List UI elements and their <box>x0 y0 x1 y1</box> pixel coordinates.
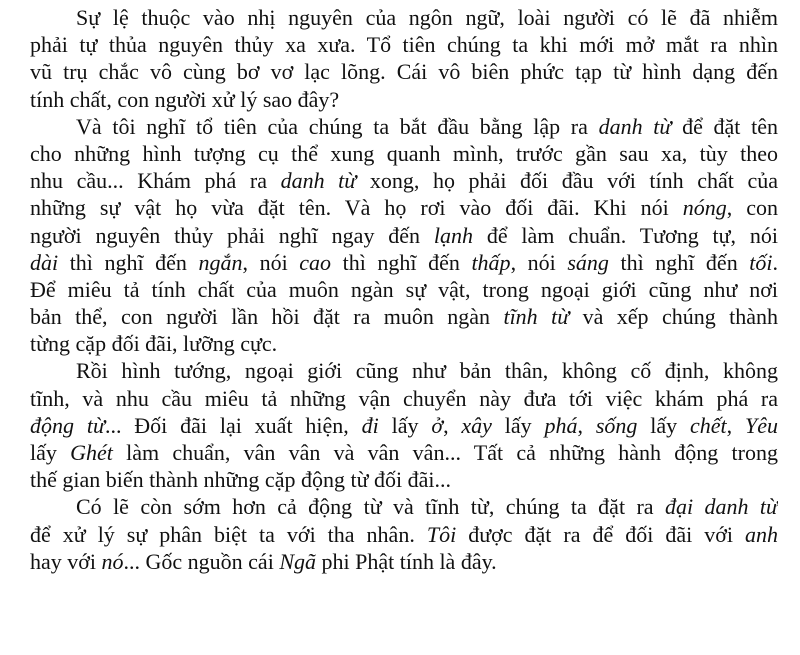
text-run: để xử lý sự phân biệt ta với tha nhân. <box>30 521 427 547</box>
italic-text: thấp <box>471 249 511 275</box>
text-line <box>30 412 778 439</box>
text-line <box>30 548 778 575</box>
text-run: , <box>443 412 462 438</box>
italic-text: anh <box>745 521 778 547</box>
text-run: được đặt ra để đối đãi với <box>456 521 745 547</box>
text-run: người nguyên thủy phải nghĩ ngay đến <box>30 222 434 248</box>
text-line <box>30 58 778 85</box>
text-run: làm chuẩn, vân vân và vân vân... Tất cả những hành động trong <box>112 440 778 465</box>
italic-text: nó <box>101 548 124 574</box>
paragraph <box>30 357 778 493</box>
text-run: , nói <box>242 249 300 275</box>
italic-text: Yêu <box>744 412 778 438</box>
text-run: những sự vật họ vừa đặt tên. Và họ rơi vào đối đãi. Khi nói <box>30 195 683 221</box>
italic-text: ngắn <box>198 249 243 275</box>
italic-text: danh từ <box>598 113 672 139</box>
italic-text: lạnh <box>433 222 473 248</box>
italic-text: cao <box>299 249 332 275</box>
text-line <box>30 4 778 31</box>
paragraph <box>30 493 778 575</box>
document-page <box>30 4 778 575</box>
italic-text: danh từ <box>280 168 357 194</box>
text-line <box>30 521 778 548</box>
text-run: phi Phật tính là đây. <box>316 548 497 574</box>
text-line <box>30 222 778 249</box>
paragraph <box>30 113 778 358</box>
text-run: , nói <box>510 249 568 275</box>
text-run: Rồi hình tướng, ngoại giới cũng như bản thân, không cố định, không <box>76 358 778 384</box>
text-run: hay với <box>30 548 102 574</box>
italic-text: động từ <box>30 412 105 438</box>
text-line <box>30 357 778 384</box>
text-line <box>30 276 778 303</box>
text-run: bản thể, con người lần hồi đặt ra muôn ngàn <box>30 304 504 330</box>
text-run: thì nghĩ đến <box>608 249 750 275</box>
italic-text: dài <box>30 249 59 275</box>
text-line <box>30 167 778 194</box>
text-run: Có lẽ còn sớm hơn cả động từ và tĩnh từ, chúng ta đặt ra <box>76 494 665 520</box>
text-run: từng cặp đối đãi, lưỡng cực. <box>30 331 278 357</box>
text-run: ... Gốc nguồn cái <box>123 548 280 574</box>
text-line <box>30 113 778 140</box>
italic-text: đi <box>361 412 379 438</box>
italic-text: ở <box>431 412 444 438</box>
italic-text: tối <box>749 249 773 275</box>
text-run: Sự lệ thuộc vào nhị nguyên của ngôn ngữ, loài người có lẽ đã nhiễm <box>76 5 778 30</box>
italic-text: phá <box>544 412 578 438</box>
text-run: lấy <box>30 440 71 465</box>
text-line <box>30 439 778 466</box>
text-line <box>30 140 778 167</box>
text-line <box>30 303 778 330</box>
text-line <box>30 385 778 412</box>
text-run: tính chất, con người xử lý sao đây? <box>30 86 340 112</box>
text-run: nhu cầu... Khám phá ra <box>30 168 281 194</box>
text-run: thì nghĩ đến <box>58 249 199 275</box>
italic-text: đại danh từ <box>664 494 778 520</box>
text-line <box>30 31 778 58</box>
italic-text: sống <box>595 412 638 438</box>
text-run: thì nghĩ đến <box>331 249 472 275</box>
italic-text: tĩnh từ <box>503 304 570 330</box>
text-run: lấy <box>491 412 545 438</box>
text-run: Và tôi nghĩ tổ tiên của chúng ta bắt đầu bằng lập ra <box>76 113 599 139</box>
text-run: ... Đối đãi lại xuất hiện, <box>104 412 362 438</box>
italic-text: chết <box>689 412 727 438</box>
italic-text: Ghét <box>70 440 113 465</box>
italic-text: sáng <box>567 249 609 275</box>
text-run: lấy <box>637 412 690 438</box>
text-line <box>30 194 778 221</box>
text-run: lấy <box>378 412 432 438</box>
text-line <box>30 249 778 276</box>
italic-text: Tôi <box>426 521 457 547</box>
text-run: xong, họ phải đối đầu với tính chất của <box>356 168 778 194</box>
text-run: để đặt tên <box>671 113 778 139</box>
text-line <box>30 330 778 357</box>
text-run: , con <box>726 195 778 221</box>
text-run: thế gian biến thành những cặp động từ đối đãi... <box>30 467 451 493</box>
text-run: để làm chuẩn. Tương tự, nói <box>473 222 778 248</box>
italic-text: Ngã <box>279 548 316 574</box>
text-run: , <box>577 412 596 438</box>
italic-text: xây <box>461 412 492 438</box>
text-body <box>30 4 778 575</box>
text-run: vũ trụ chắc vô cùng bơ vơ lạc lõng. Cái vô biên phức tạp từ hình dạng đến <box>30 59 778 85</box>
paragraph <box>30 4 778 113</box>
text-run: . <box>772 249 778 275</box>
text-run: và xếp chúng thành <box>569 304 778 330</box>
text-run: , <box>726 412 745 438</box>
text-line <box>30 86 778 113</box>
text-run: cho những hình tượng cụ thể xung quanh mình, trước gần sau xa, tùy theo <box>30 140 778 166</box>
italic-text: nóng <box>682 195 727 221</box>
text-run: Để miêu tả tính chất của muôn ngàn sự vật, trong ngoại giới cũng như nơi <box>30 276 778 302</box>
text-run: phải tự thủa nguyên thủy xa xưa. Tổ tiên chúng ta khi mới mở mắt ra nhìn <box>30 32 778 58</box>
text-run: tĩnh, và nhu cầu miêu tả những vận chuyển này đưa tới việc khám phá ra <box>30 385 778 411</box>
text-line <box>30 466 778 493</box>
text-line <box>30 493 778 520</box>
